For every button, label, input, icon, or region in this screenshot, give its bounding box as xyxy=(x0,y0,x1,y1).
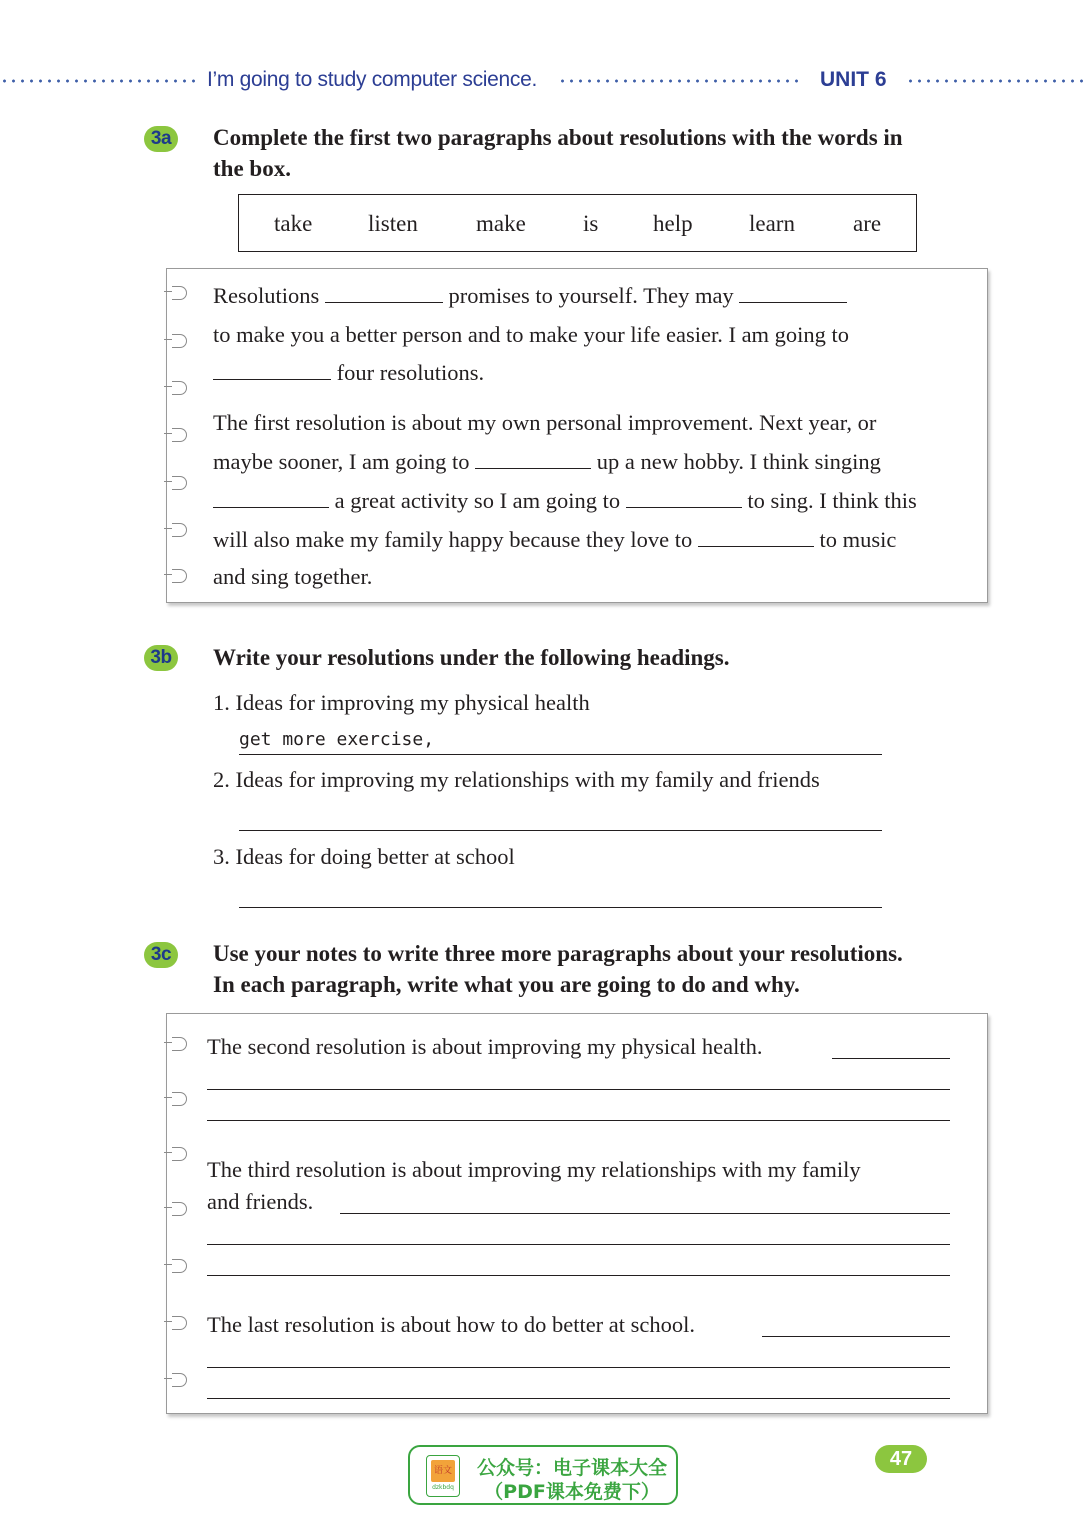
word-box-item: learn xyxy=(749,211,795,236)
writing-line[interactable] xyxy=(207,1244,950,1245)
writing-line[interactable] xyxy=(207,1398,950,1399)
notebook-ring-icon xyxy=(172,569,187,583)
paragraph3c-3-start: The last resolution is about how to do better at school. xyxy=(207,1312,696,1337)
page-number: 47 xyxy=(875,1445,927,1473)
notebook-ring-icon xyxy=(172,1202,187,1216)
paragraph2-line2 xyxy=(213,449,881,475)
header-unit-label: UNIT 6 xyxy=(820,68,887,91)
paragraph1-line2: to make you a better person and to make your life easier. I am going to xyxy=(213,322,850,347)
notebook-ring-icon xyxy=(172,334,187,348)
badge-3b: 3b xyxy=(144,645,178,671)
blank-answer-line[interactable] xyxy=(475,450,591,469)
header-dots-middle xyxy=(558,79,804,83)
blank-answer-line[interactable] xyxy=(213,489,329,508)
blank-answer-line[interactable] xyxy=(739,284,847,303)
answer-line-3[interactable] xyxy=(239,907,882,908)
writing-line[interactable] xyxy=(207,1275,950,1276)
writing-line[interactable] xyxy=(832,1058,950,1059)
writing-line[interactable] xyxy=(340,1213,950,1214)
text-segment: will also make my family happy because they love to xyxy=(213,527,693,552)
paragraph1-line3 xyxy=(213,360,484,386)
notebook-ring-icon xyxy=(172,428,187,442)
paragraph2-line1: The first resolution is about my own personal improvement. Next year, or xyxy=(213,410,877,435)
instruction-3a-line1: Complete the first two paragraphs about resolutions with the words in xyxy=(213,125,903,150)
heading-item-2: 2. Ideas for improving my relationships with my family and friends xyxy=(213,767,820,792)
notebook-ring-icon xyxy=(172,381,187,395)
header-dots-left xyxy=(0,79,200,83)
blank-answer-line[interactable] xyxy=(325,284,443,303)
instruction-3b: Write your resolutions under the following headings. xyxy=(213,645,730,670)
badge-3a: 3a xyxy=(144,126,178,152)
text-segment: Resolutions xyxy=(213,283,320,308)
instruction-3c-line1: Use your notes to write three more paragraphs about your resolutions. xyxy=(213,941,903,966)
handwritten-answer-1: get more exercise, xyxy=(239,729,435,750)
word-box-item: are xyxy=(853,211,882,236)
word-box-item: make xyxy=(476,211,526,236)
instruction-3a-line2: the box. xyxy=(213,156,291,181)
stamp-line-2: （PDF课本免费下） xyxy=(484,1481,660,1503)
text-segment: promises to yourself. They may xyxy=(448,283,734,308)
notebook-ring-icon xyxy=(172,1259,187,1273)
answer-line-2[interactable] xyxy=(239,830,882,831)
answer-line-1[interactable] xyxy=(239,754,882,755)
word-box-item: listen xyxy=(368,211,418,236)
word-box-item: take xyxy=(274,211,313,236)
text-segment: up a new hobby. I think singing xyxy=(596,449,881,474)
page-header xyxy=(0,66,1087,96)
watermark-stamp xyxy=(408,1445,678,1505)
book-icon-cover: 语文 xyxy=(431,1460,455,1482)
heading-item-3: 3. Ideas for doing better at school xyxy=(213,844,515,869)
paragraph3c-1-start: The second resolution is about improving my physical health. xyxy=(207,1034,763,1059)
paragraph2-line5: and sing together. xyxy=(213,564,373,589)
badge-3c: 3c xyxy=(144,942,178,968)
blank-answer-line[interactable] xyxy=(698,528,814,547)
paragraph3c-2-line1: The third resolution is about improving my relationships with my family xyxy=(207,1157,861,1182)
paragraph3c-2-line2: and friends. xyxy=(207,1189,314,1214)
writing-line[interactable] xyxy=(762,1336,950,1337)
header-lesson-title: I’m going to study computer science. xyxy=(207,68,538,91)
paragraph1-line1 xyxy=(213,283,847,309)
notebook-ring-icon xyxy=(172,523,187,537)
notebook-ring-icon xyxy=(172,1147,187,1161)
notebook-ring-icon xyxy=(172,1373,187,1387)
text-segment: maybe sooner, I am going to xyxy=(213,449,470,474)
stamp-line-1: 公众号：电子课本大全 xyxy=(476,1457,667,1479)
notebook-ring-icon xyxy=(172,476,187,490)
header-dots-right xyxy=(906,79,1087,83)
notebook-ring-icon xyxy=(172,1092,187,1106)
instruction-3c-line2: In each paragraph, write what you are going to do and why. xyxy=(213,972,800,997)
text-segment: four resolutions. xyxy=(336,360,485,385)
writing-line[interactable] xyxy=(207,1089,950,1090)
text-segment: a great activity so I am going to xyxy=(334,488,621,513)
notebook-ring-icon xyxy=(172,286,187,300)
paragraph2-line4 xyxy=(213,527,896,553)
notebook-ring-icon xyxy=(172,1037,187,1051)
word-box-item: help xyxy=(653,211,693,236)
text-segment: to sing. I think this xyxy=(747,488,917,513)
word-box-item: is xyxy=(583,211,599,236)
writing-line[interactable] xyxy=(207,1120,950,1121)
notebook-ring-icon xyxy=(172,1316,187,1330)
blank-answer-line[interactable] xyxy=(626,489,742,508)
text-segment: to music xyxy=(819,527,897,552)
writing-line[interactable] xyxy=(207,1367,950,1368)
book-icon xyxy=(426,1455,460,1497)
book-icon-caption: dzkbdq xyxy=(432,1484,454,1491)
blank-answer-line[interactable] xyxy=(213,361,331,380)
word-box xyxy=(238,194,917,252)
paragraph2-line3 xyxy=(213,488,917,514)
heading-item-1: 1. Ideas for improving my physical health xyxy=(213,690,590,715)
